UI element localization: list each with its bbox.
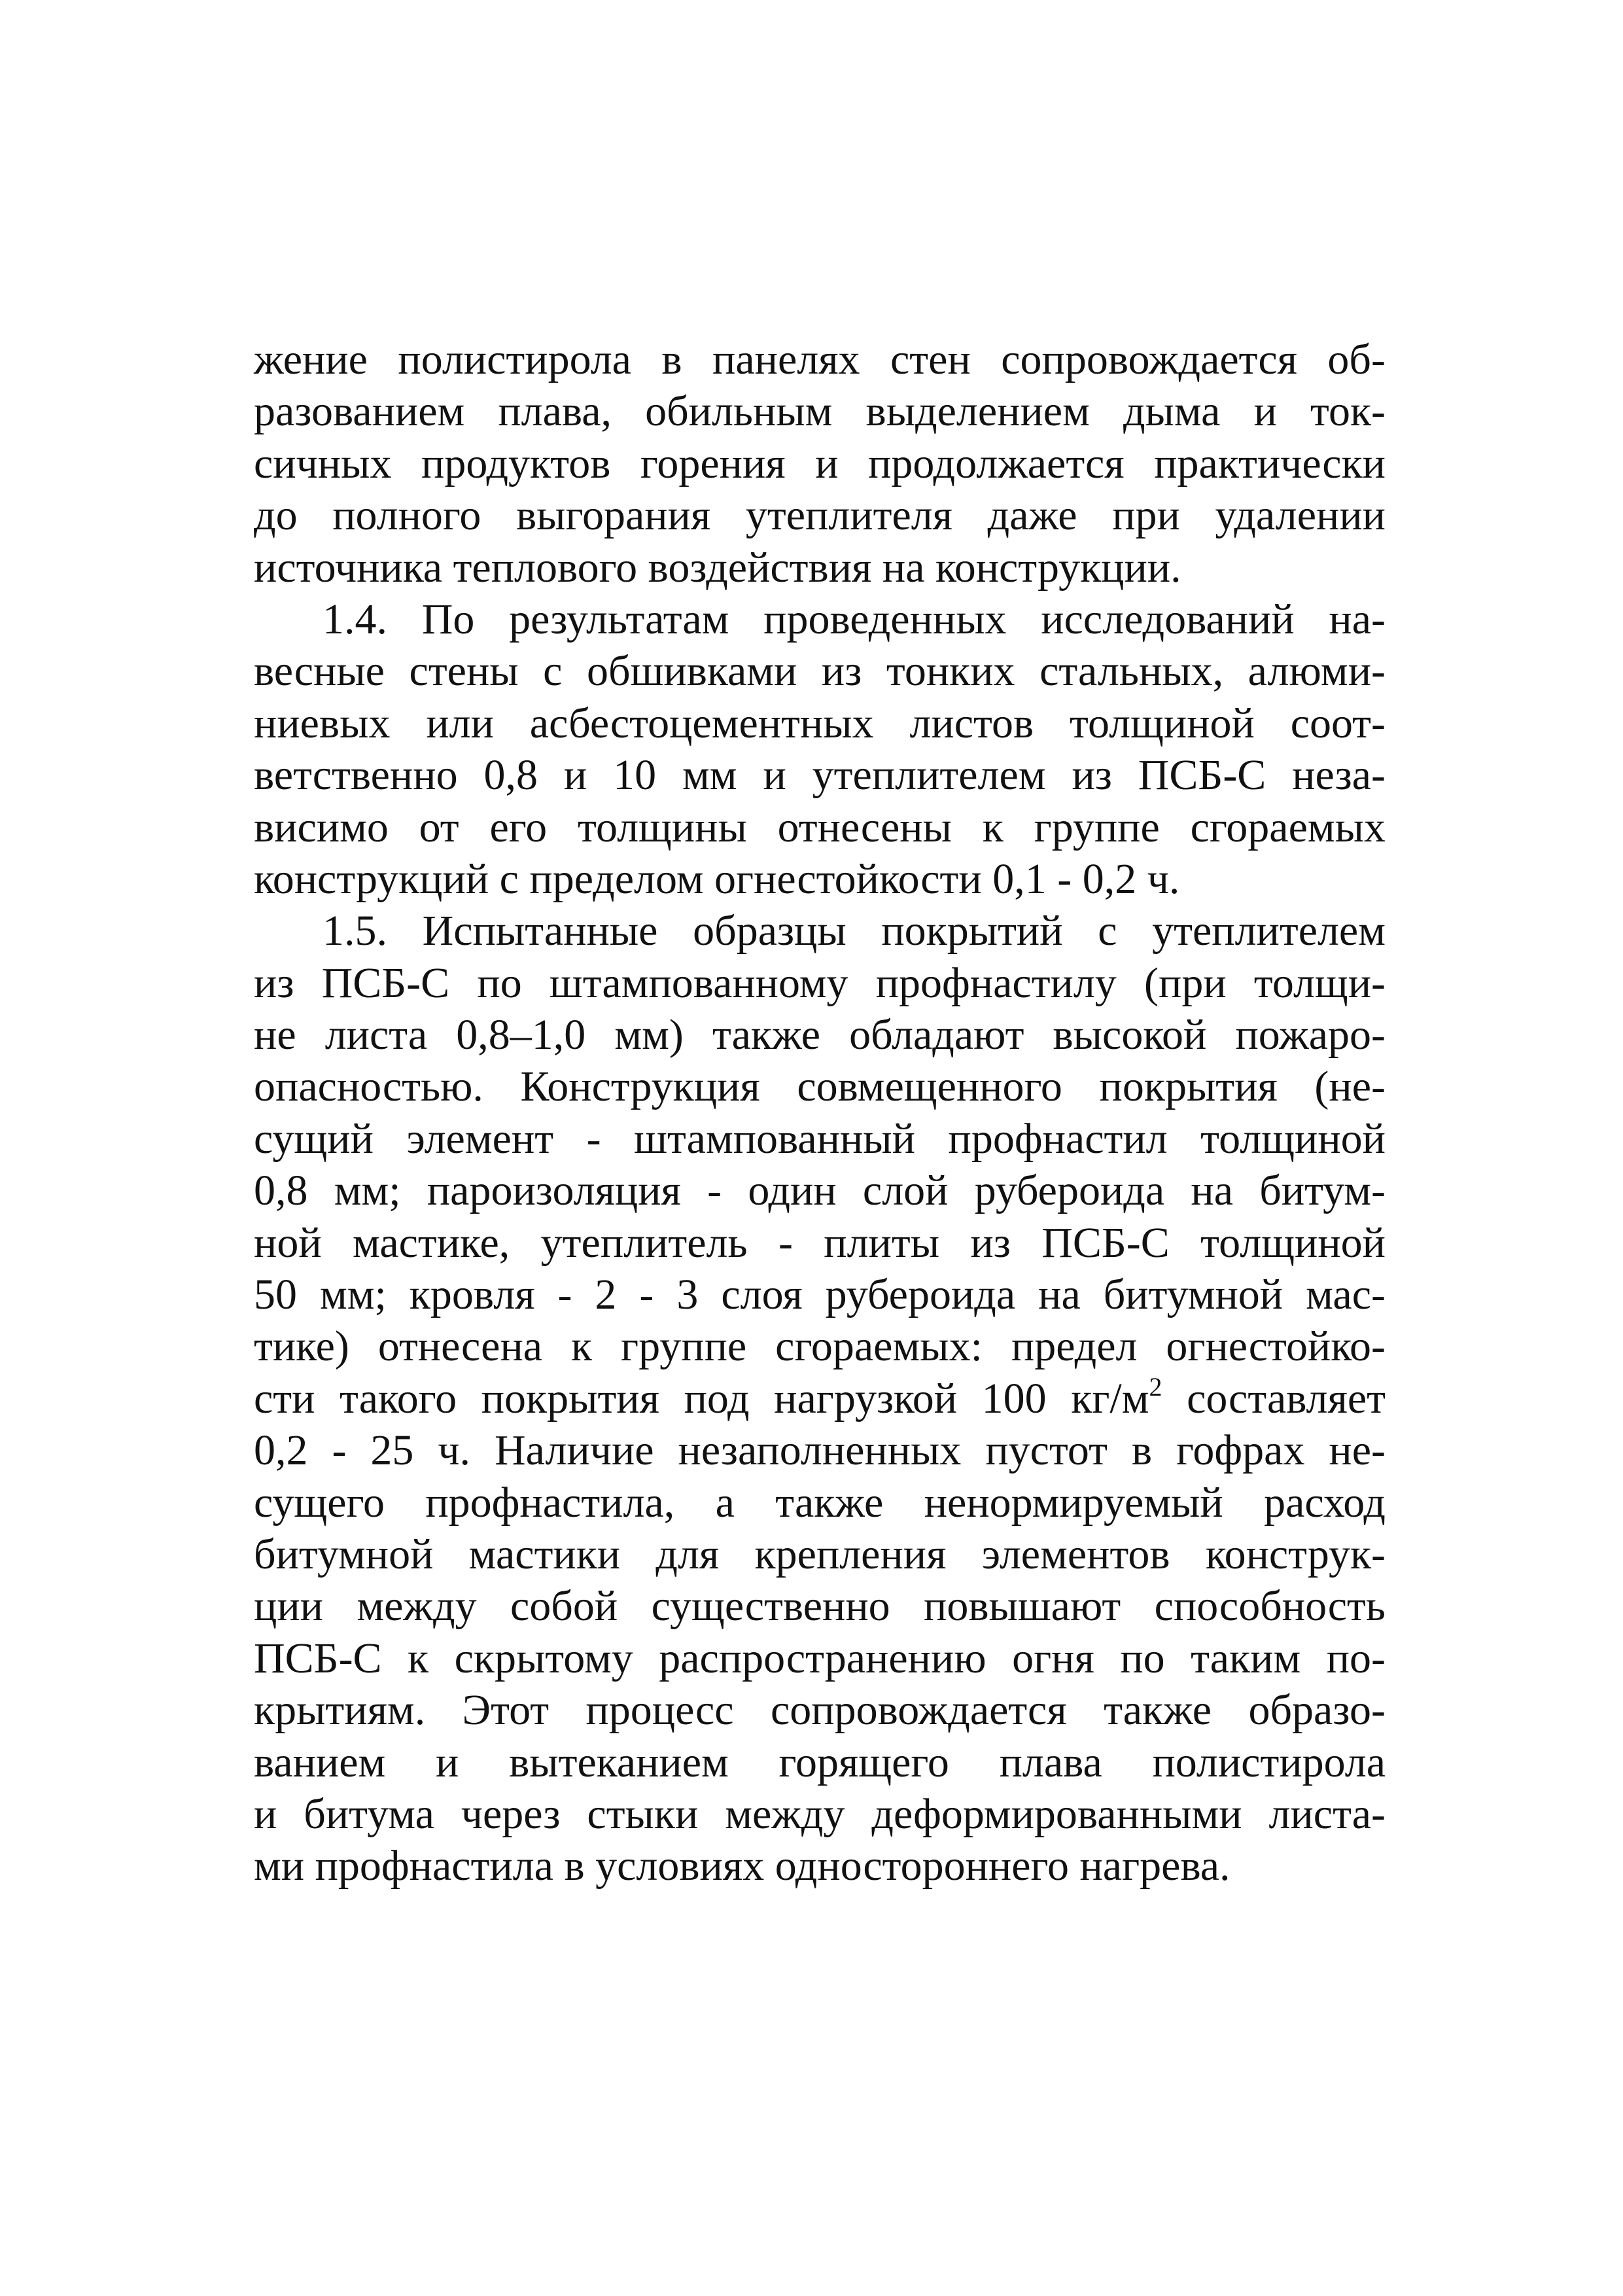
text-line: ной мастике, утеплитель - плиты из ПСБ-С толщиной bbox=[254, 1218, 1386, 1267]
text-line: ми профнастила в условиях одностороннего нагрева. bbox=[254, 1842, 1230, 1890]
text-line: жение полистирола в панелях стен сопровождается об- bbox=[254, 336, 1386, 383]
text-line: 1.4. По результатам проведенных исследований на- bbox=[323, 595, 1386, 643]
text-line: источника теплового воздействия на конструкции. bbox=[254, 543, 1181, 592]
superscript: 2 bbox=[1149, 1371, 1162, 1402]
text-fragment: сти такого покрытия под нагрузкой 100 кг/м bbox=[254, 1374, 1149, 1422]
text-line: сичных продуктов горения и продолжается практически bbox=[254, 439, 1386, 487]
text-line: ции между собой существенно повышают способность bbox=[254, 1582, 1386, 1631]
text-line: 0,2 - 25 ч. Наличие незаполненных пустот в гофрах не- bbox=[254, 1426, 1386, 1475]
text-line: не листа 0,8–1,0 мм) также обладают высокой пожаро- bbox=[254, 1011, 1386, 1059]
text-line: висимо от его толщины отнесены к группе сгораемых bbox=[254, 803, 1386, 851]
paragraph bbox=[254, 905, 1386, 1892]
text-line: сущего профнастила, а также ненормируемый расход bbox=[254, 1478, 1386, 1527]
text-line bbox=[254, 1373, 1386, 1424]
text-line: ниевых или асбестоцементных листов толщиной соот- bbox=[254, 699, 1386, 747]
text-line: крытиям. Этот процесс сопровождается также образо- bbox=[254, 1686, 1386, 1735]
text-line: ветственно 0,8 и 10 мм и утеплителем из ПСБ-С неза- bbox=[254, 751, 1386, 800]
text-line: разованием плава, обильным выделением дыма и ток- bbox=[254, 387, 1386, 436]
text-line: сущий элемент - штампованный профнастил толщиной bbox=[254, 1114, 1386, 1163]
text-line: 1.5. Испытанные образцы покрытий с утеплителем bbox=[323, 907, 1386, 955]
text-line: конструкций с пределом огнестойкости 0,1 - 0,2 ч. bbox=[254, 855, 1180, 903]
text-line: ванием и вытеканием горящего плава полистирола bbox=[254, 1738, 1386, 1786]
text-line: весные стены с обшивками из тонких стальных, алюми- bbox=[254, 647, 1386, 696]
paragraph bbox=[254, 334, 1386, 593]
text-line: из ПСБ-С по штампованному профнастилу (при толщи- bbox=[254, 959, 1386, 1007]
body-text bbox=[254, 334, 1386, 1892]
text-line: 50 мм; кровля - 2 - 3 слоя рубероида на битумной мас- bbox=[254, 1271, 1386, 1319]
paragraph bbox=[254, 593, 1386, 905]
text-line: 0,8 мм; пароизоляция - один слой рубероида на битум- bbox=[254, 1167, 1386, 1215]
text-line: опасностью. Конструкция совмещенного покрытия (не- bbox=[254, 1063, 1386, 1111]
text-line: тике) отнесена к группе сгораемых: предел огнестойко- bbox=[254, 1322, 1386, 1371]
text-line: ПСБ-С к скрытому распространению огня по таким по- bbox=[254, 1634, 1386, 1682]
text-fragment: составляет bbox=[1162, 1374, 1386, 1422]
text-line: и битума через стыки между деформированными листа- bbox=[254, 1790, 1386, 1838]
text-line: битумной мастики для крепления элементов конструк- bbox=[254, 1530, 1386, 1578]
text-line: до полного выгорания утеплителя даже при удалении bbox=[254, 491, 1386, 540]
